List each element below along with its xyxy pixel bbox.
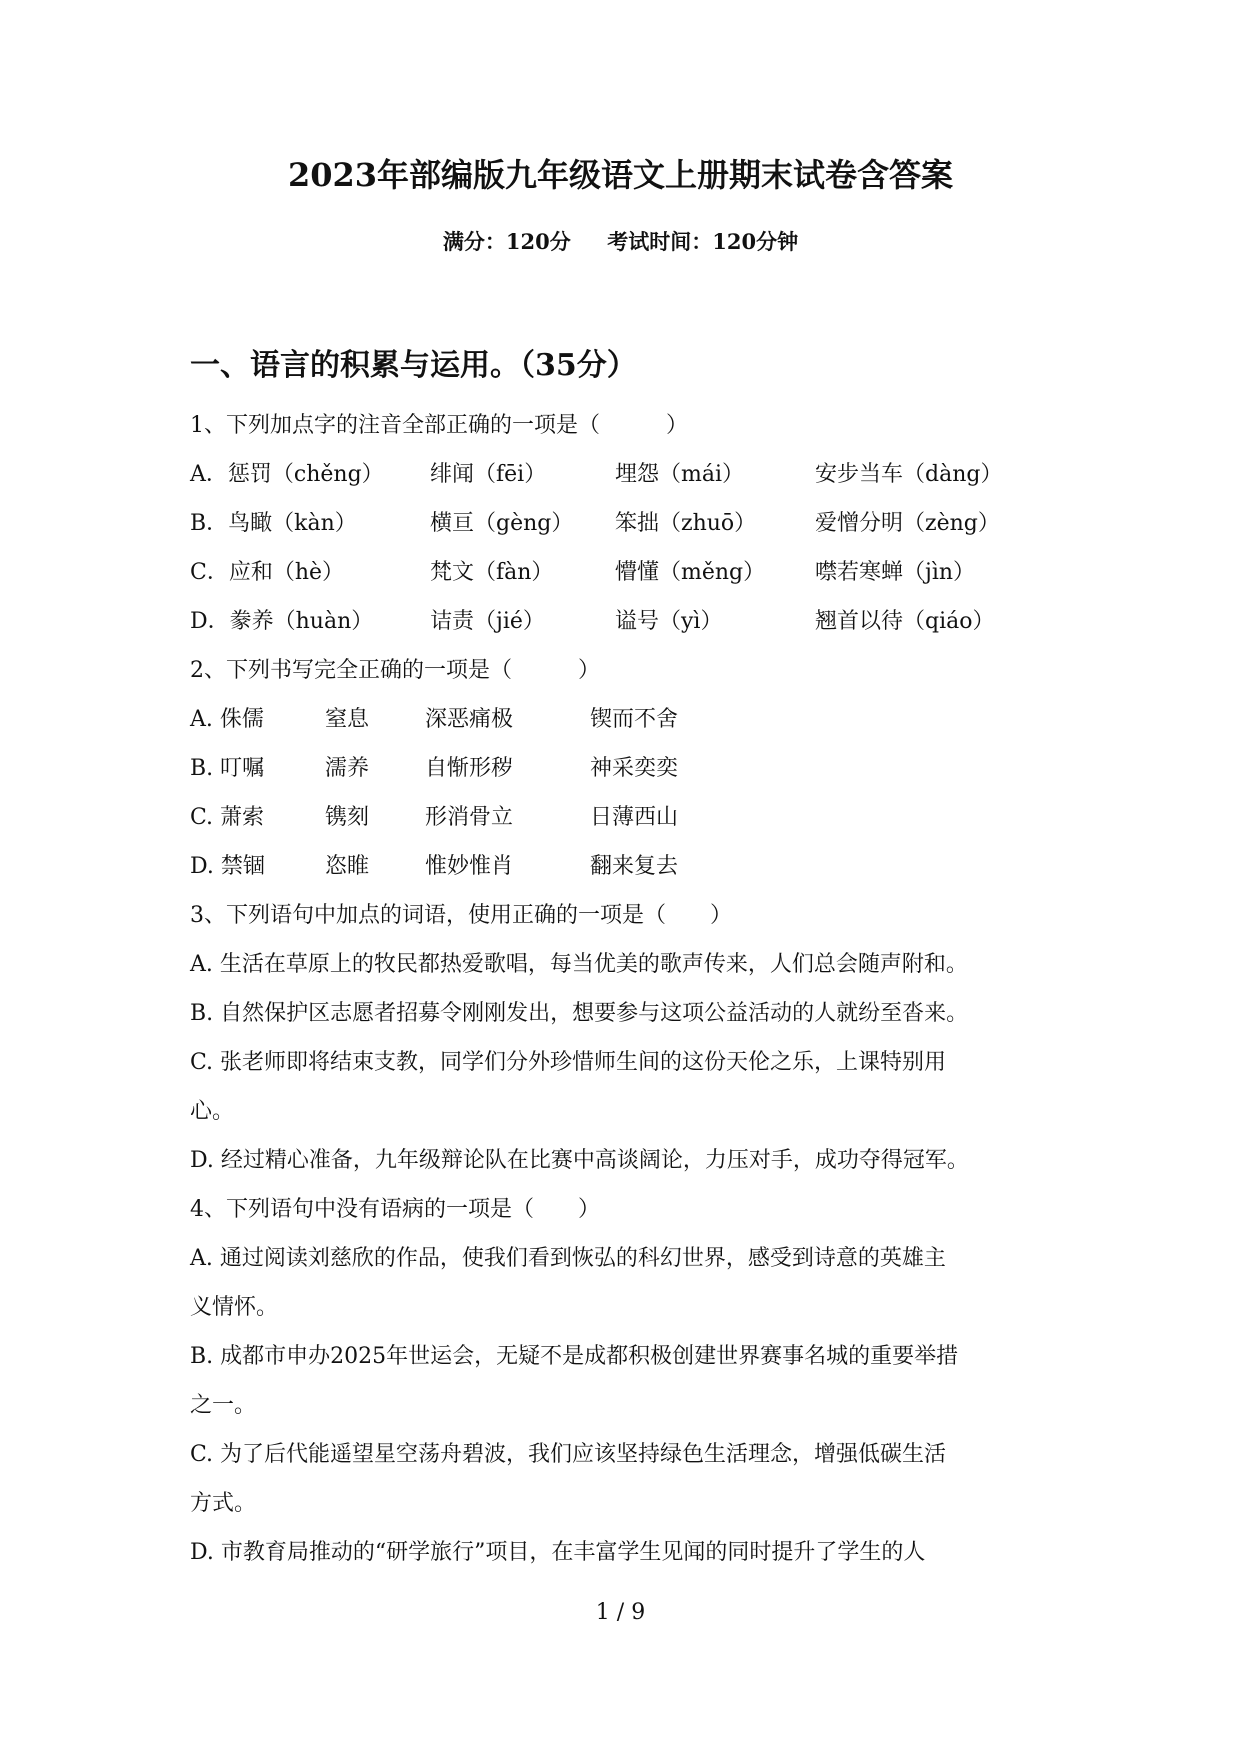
option-item: 惟妙惟肖 [425, 854, 514, 879]
option-item: 形消骨立 [425, 805, 514, 830]
document-title: 2023年部编版九年级语文上册期末试卷含答案 [287, 156, 954, 194]
option-item: B. 叮嘱 [190, 756, 265, 781]
option-row-1a [190, 450, 1070, 499]
option-item: 锲而不舍 [590, 707, 679, 732]
option-item: 翘首以待（qiáo） [815, 609, 995, 634]
section-heading: 一、语言的积累与运用。（35分） [190, 348, 637, 383]
option-item: B．鸟瞰（kàn） [190, 511, 357, 536]
option-item: 噤若寒蝉（jìn） [815, 560, 976, 585]
option-paragraph-4b: B. 成都市申办2025年世运会，无疑不是成都积极创建世界赛事名城的重要举措 [190, 1344, 959, 1369]
option-item: 安步当车（dàng） [815, 462, 1003, 487]
page-number: 1 / 9 [595, 1600, 646, 1625]
option-paragraph-3a: A. 生活在草原上的牧民都热爱歌唱，每当优美的歌声传来，人们总会随声附和。 [190, 952, 968, 977]
option-item: 笨拙（zhuō） [615, 511, 757, 536]
option-paragraph-4c-cont: 方式。 [190, 1491, 257, 1516]
question-stem-2: 2、下列书写完全正确的一项是（ ） [190, 658, 600, 683]
option-paragraph-4b-cont: 之一。 [190, 1393, 257, 1418]
exam-info: 满分：120分 考试时间：120分钟 [442, 229, 799, 254]
option-item: 横亘（gèng） [430, 511, 574, 536]
option-item: 爱憎分明（zèng） [815, 511, 1000, 536]
option-row-2d [190, 842, 1070, 891]
option-item: 深恶痛极 [425, 707, 514, 732]
option-paragraph-3c-cont: 心。 [190, 1099, 235, 1124]
option-paragraph-4a: A. 通过阅读刘慈欣的作品，使我们看到恢弘的科幻世界，感受到诗意的英雄主 [190, 1246, 946, 1271]
question-list [190, 401, 1070, 1577]
option-row-1c [190, 548, 1070, 597]
option-item: 诘责（jié） [430, 609, 545, 634]
option-item: D. 禁锢 [190, 854, 265, 879]
question-stem-3: 3、下列语句中加点的词语，使用正确的一项是（ ） [190, 903, 732, 928]
option-item: 镌刻 [325, 805, 370, 830]
option-paragraph-3c: C. 张老师即将结束支教，同学们分外珍惜师生间的这份天伦之乐，上课特别用 [190, 1050, 947, 1075]
option-item: A．惩罚（chěng） [190, 462, 384, 487]
option-item: 翻来复去 [590, 854, 679, 879]
option-paragraph-3d: D. 经过精心准备，九年级辩论队在比赛中高谈阔论，力压对手，成功夺得冠军。 [190, 1148, 969, 1173]
question-stem-1: 1、下列加点字的注音全部正确的一项是（ ） [190, 413, 688, 438]
option-paragraph-3b: B. 自然保护区志愿者招募令刚刚发出，想要参与这项公益活动的人就纷至沓来。 [190, 1001, 969, 1026]
option-item: 懵懂（měng） [615, 560, 766, 585]
option-item: 谥号（yì） [615, 609, 723, 634]
option-paragraph-4c: C. 为了后代能遥望星空荡舟碧波，我们应该坚持绿色生活理念，增强低碳生活 [190, 1442, 947, 1467]
option-item: 埋怨（mái） [615, 462, 745, 487]
option-row-1b [190, 499, 1070, 548]
option-item: D．豢养（huàn） [190, 609, 374, 634]
option-item: 濡养 [325, 756, 370, 781]
option-row-2a [190, 695, 1070, 744]
option-row-2b [190, 744, 1070, 793]
option-paragraph-4d: D. 市教育局推动的“研学旅行”项目，在丰富学生见闻的同时提升了学生的人 [190, 1540, 926, 1565]
option-item: 自惭形秽 [425, 756, 514, 781]
option-item: C．应和（hè） [190, 560, 345, 585]
option-paragraph-4a-cont: 义情怀。 [190, 1295, 279, 1320]
option-row-2c [190, 793, 1070, 842]
option-row-1d [190, 597, 1070, 646]
option-item: 恣睢 [325, 854, 370, 879]
question-stem-4: 4、下列语句中没有语病的一项是（ ） [190, 1197, 600, 1222]
option-item: A. 侏儒 [190, 707, 264, 732]
option-item: 绯闻（fēi） [430, 462, 547, 487]
option-item: 神采奕奕 [590, 756, 679, 781]
option-item: 梵文（fàn） [430, 560, 554, 585]
option-item: 日薄西山 [590, 805, 679, 830]
option-item: 窒息 [325, 707, 370, 732]
option-item: C. 萧索 [190, 805, 265, 830]
